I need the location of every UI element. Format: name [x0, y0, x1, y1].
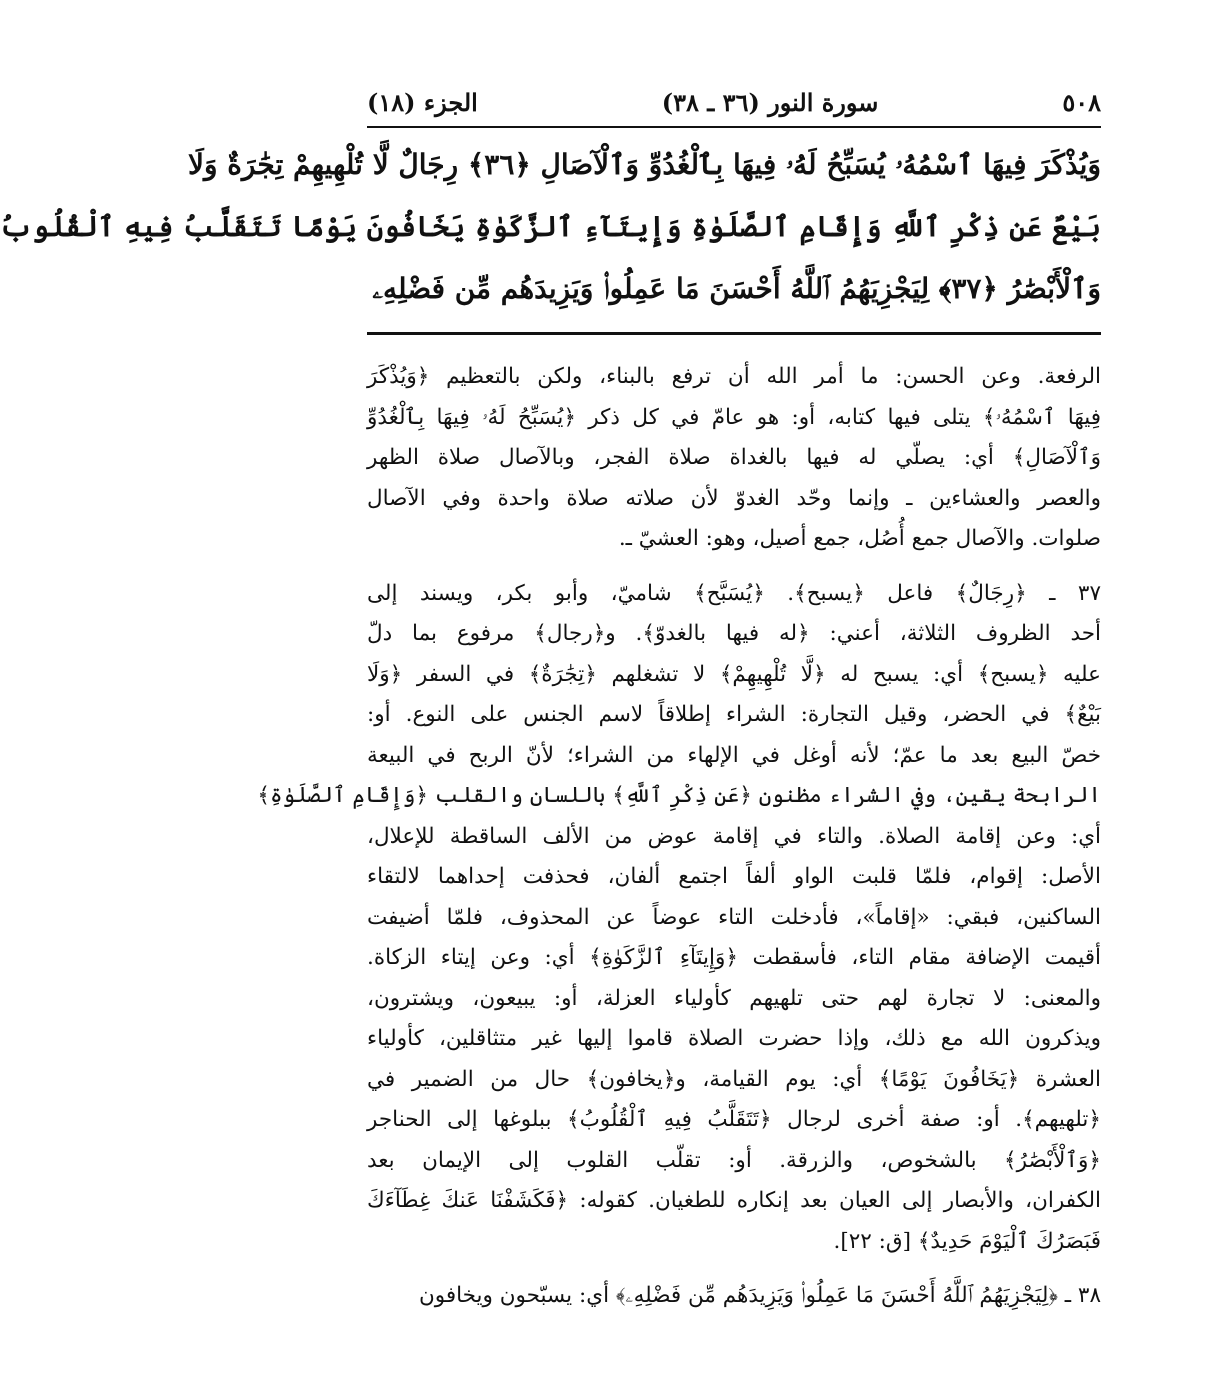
commentary-line: فِيهَا ٱسْمُهُۥ﴾ يتلى فيها كتابه، أو: هو عامّ في كل ذكر ﴿يُسَبِّحُ لَهُۥ فِيهَا بِٱلْغُدُوِّ	[367, 404, 1101, 430]
commentary-line: وَٱلْآصَالِ﴾ أي: يصلّي له فيها بالغداة صلاة الفجر، وبالآصال صلاة الظهر	[367, 445, 1101, 470]
commentary-text	[257, 357, 1102, 1317]
page-number: ٥٠٨	[1062, 87, 1101, 117]
commentary-line: الأصل: إقوام، فلمّا قلبت الواو ألفاً اجتمع ألفان، فحذفت إحداهما لالتقاء	[367, 864, 1101, 889]
commentary-line: أحد الظروف الثلاثة، أعني: ﴿له فيها بالغدوّ﴾. و﴿رجال﴾ مرفوع بما دلّ	[367, 621, 1101, 646]
commentary-line: أي: وعن إقامة الصلاة. والتاء في إقامة عوض من الألف الساقطة للإعلال،	[367, 823, 1102, 849]
header-divider	[367, 126, 1101, 128]
commentary-line: ﴿تلهيهم﴾. أو: صفة أخرى لرجال ﴿تَتَقَلَّبُ فِيهِ ٱلْقُلُوبُ﴾ ببلوغها إلى الحناجر	[367, 1107, 1101, 1132]
verses-divider	[367, 332, 1101, 335]
verse-line: وَيُذْكَرَ فِيهَا ٱسْمُهُۥ يُسَبِّحُ لَهُۥ فِيهَا بِٱلْغُدُوِّ وَٱلْآصَالِ ﴿٣٦﴾ رِجَالٌ لَّا تُلْهِيهِمْ تِجَٰرَةٌ وَلَا	[188, 148, 1101, 181]
surah-title: سورة النور (٣٦ ـ ٣٨)	[661, 87, 879, 117]
commentary-line: والمعنى: لا تجارة لهم حتى تلهيهم كأولياء العزلة، أو: يبيعون، ويشترون،	[367, 985, 1101, 1011]
commentary-line: ٣٧ ـ ﴿رِجَالٌ﴾ فاعل ﴿يسبح﴾. ﴿يُسَبَّح﴾ شاميّ، وأبو بكر، ويسند إلى	[367, 580, 1101, 606]
juz-label: الجزء (١٨)	[367, 87, 478, 117]
commentary-line: الرابحة يقين، وفي الشراء مظنون ﴿عَن ذِكْرِ ٱللَّهِ﴾ باللسان والقلب ﴿وَإِقَامِ ٱلصَّلَوٰةِ﴾	[257, 783, 1101, 808]
quran-verses	[0, 134, 1101, 320]
commentary-line: والعصر والعشاءين ـ وإنما وحّد الغدوّ لأن صلاته صلاة واحدة وفي الآصال	[367, 485, 1101, 511]
commentary-line: فَبَصَرُكَ ٱلْيَوْمَ حَدِيدٌ﴾ [ق: ٢٢].	[833, 1228, 1101, 1254]
commentary-line: أقيمت الإضافة مقام التاء، فأسقطت ﴿وَإِيتَآءِ ٱلزَّكَوٰةِ﴾ أي: وعن إيتاء الزكاة.	[367, 945, 1101, 970]
paragraph-gap	[367, 1262, 1101, 1276]
commentary-line: الكفران، والأبصار إلى العيان بعد إنكاره للطغيان. كقوله: ﴿فَكَشَفْنَا عَنكَ غِطَآءَكَ	[367, 1188, 1101, 1213]
commentary-line: ويذكرون الله مع ذلك، وإذا حضرت الصلاة قاموا إليها غير متثاقلين، كأولياء	[367, 1026, 1101, 1051]
commentary-line: صلوات. والآصال جمع أُصُل، جمع أصيل، وهو: العشيّ ـ.	[618, 526, 1101, 551]
commentary-line: العشرة ﴿يَخَافُونَ يَوْمًا﴾ أي: يوم القيامة، و﴿يخافون﴾ حال من الضمير في	[367, 1066, 1101, 1092]
commentary-line: الرفعة. وعن الحسن: ما أمر الله أن ترفع بالبناء، ولكن بالتعظيم ﴿وَيُذْكَرَ	[367, 364, 1101, 389]
commentary-line: بَيْعٌ﴾ في الحضر، وقيل التجارة: الشراء إطلاقاً لاسم الجنس على النوع. أو:	[367, 702, 1101, 727]
commentary-line: الساكنين، فبقي: «إقاماً»، فأدخلت التاء عوضاً عن المحذوف، فلمّا أضيفت	[367, 904, 1101, 930]
verse-line: بَيْعٌ عَن ذِكْرِ ٱللَّهِ وَإِقَامِ ٱلصَّلَوٰةِ وَإِيتَآءِ ٱلزَّكَوٰةِ يَخَافُونَ يَوْمًا تَتَقَلَّبُ فِيهِ ٱلْقُلُوبُ	[0, 210, 1101, 243]
page	[0, 80, 1102, 1317]
commentary-line: ٣٨ ـ ﴿لِيَجْزِيَهُمُ ٱللَّهُ أَحْسَنَ مَا عَمِلُوا۟ وَيَزِيدَهُم مِّن فَضْلِهِۦ﴾ أي: يسبّحون ويخافون	[418, 1283, 1101, 1308]
commentary-line: خصّ البيع بعد ما عمّ؛ لأنه أوغل في الإلهاء من الشراء؛ لأنّ الربح في البيعة	[367, 742, 1101, 768]
commentary-line: عليه ﴿يسبح﴾ أي: يسبح له ﴿لَّا تُلْهِيهِمْ﴾ لا تشغلهم ﴿تِجَٰرَةٌ﴾ في السفر ﴿وَلَا	[367, 661, 1101, 687]
verse-line: وَٱلْأَبْصَٰرُ ﴿٣٧﴾ لِيَجْزِيَهُمُ ٱللَّهُ أَحْسَنَ مَا عَمِلُوا۟ وَيَزِيدَهُم مِّن فَضْلِهِۦ	[372, 272, 1101, 305]
commentary-line: ﴿وَٱلْأَبْصَٰرُ﴾ بالشخوص، والزرقة. أو: تقلّب القلوب إلى الإيمان بعد	[367, 1147, 1101, 1173]
page-header	[367, 80, 1101, 124]
paragraph-gap	[367, 560, 1101, 574]
